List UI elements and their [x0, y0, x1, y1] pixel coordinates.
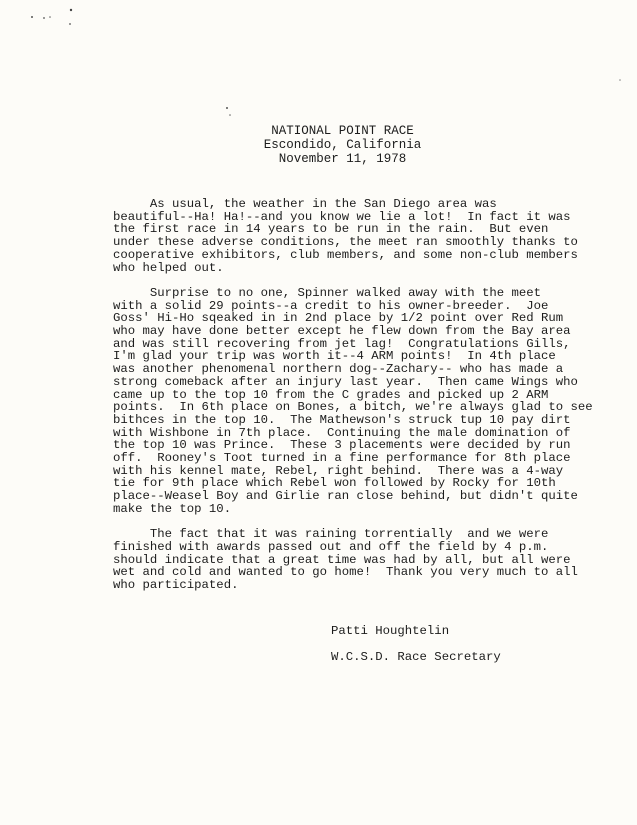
- text-line: wet and cold and wanted to go home! Thank you very much to all: [113, 565, 578, 580]
- text-line: beautiful--Ha! Ha!--and you know we lie a lot! In fact it was: [113, 209, 571, 224]
- text-line: who participated.: [113, 578, 239, 593]
- text-line: Surprise to no one, Spinner walked away with the meet: [113, 285, 542, 300]
- text-line: and was still recovering from jet lag! Congratulations Gills,: [113, 336, 571, 351]
- text-line: came up to the top 10 from the C grades and picked up 2 ARM: [113, 387, 549, 402]
- text-line: off. Rooney's Toot turned in a fine performance for 8th place: [113, 451, 571, 466]
- text-line: Goss' Hi-Ho sqeaked in in 2nd place by 1/2 point over Red Rum: [113, 311, 564, 326]
- header-location: Escondido, California: [263, 138, 422, 152]
- text-line: The fact that it was raining torrentially and we were: [113, 527, 549, 542]
- text-line: bithces in the top 10. The Mathewson's struck tup 10 pay dirt: [113, 412, 571, 427]
- text-line: with Wishbone in 7th place. Continuing the male domination of: [113, 425, 571, 440]
- text-line: tie for 9th place which Rebel won followed by Rocky for 10th: [113, 476, 556, 491]
- text-line: who may have done better except he flew down from the Bay area: [113, 324, 571, 339]
- text-line: I'm glad your trip was worth it--4 ARM points! In 4th place: [113, 349, 556, 364]
- signature-block: [331, 625, 501, 663]
- text-line: cooperative exhibitors, club members, and some non-club members: [113, 247, 578, 262]
- text-line: the top 10 was Prince. These 3 placements were decided by run: [113, 438, 571, 453]
- header-date: November 11, 1978: [278, 152, 407, 166]
- text-line: who helped out.: [113, 260, 224, 275]
- text-line: with a solid 29 points--a credit to his owner-breeder. Joe: [113, 298, 549, 313]
- text-line: strong comeback after an injury last year. Then came Wings who: [113, 374, 578, 389]
- text-line: was another phenomenal northern dog--Zachary-- who has made a: [113, 362, 564, 377]
- signature-name: Patti Houghtelin: [331, 624, 450, 638]
- text-line: make the top 10.: [113, 501, 232, 516]
- paragraph: [113, 528, 625, 592]
- signature-title: W.C.S.D. Race Secretary: [331, 649, 501, 664]
- text-line: with his kennel mate, Rebel, right behind. There was a 4-way: [113, 463, 564, 478]
- document-header: [245, 124, 440, 166]
- text-line: points. In 6th place on Bones, a bitch, we're always glad to see: [113, 400, 593, 415]
- header-title: NATIONAL POINT RACE: [271, 124, 414, 138]
- text-line: place--Weasel Boy and Girlie ran close behind, but didn't quite: [113, 489, 578, 504]
- text-line: As usual, the weather in the San Diego area was: [113, 197, 497, 211]
- text-line: finished with awards passed out and off the field by 4 p.m.: [113, 539, 549, 554]
- text-line: under these adverse conditions, the meet ran smoothly thanks to: [113, 235, 578, 250]
- text-line: the first race in 14 years to be run in the rain. But even: [113, 222, 549, 237]
- document-body: [113, 198, 625, 604]
- paragraph: [113, 198, 625, 274]
- text-line: should indicate that a great time was had by all, but all were: [113, 552, 571, 567]
- paragraph: [113, 287, 625, 516]
